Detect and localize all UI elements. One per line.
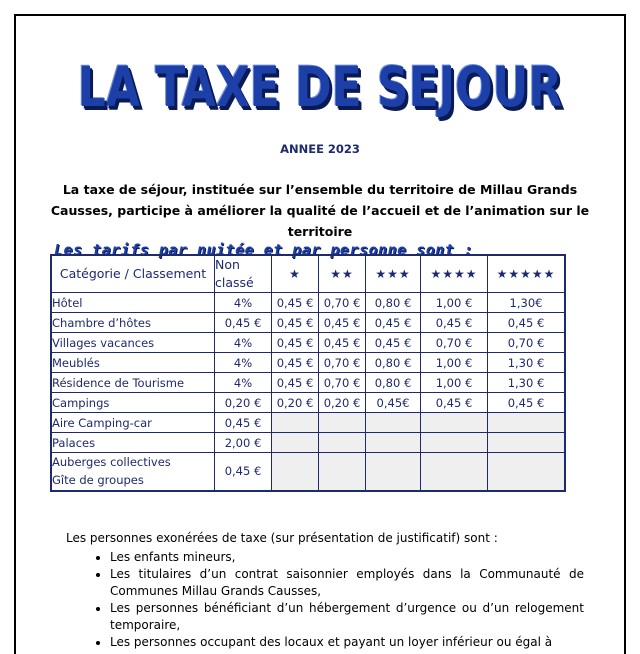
cell-non-classe: 4%: [215, 293, 272, 313]
table-row: [51, 353, 565, 373]
table-row: [51, 433, 565, 453]
empty-cell: [488, 413, 566, 433]
cell-non-classe: 4%: [215, 353, 272, 373]
cell-4-stars: 1,00 €: [421, 353, 488, 373]
cell-1-star: 0,45 €: [272, 353, 319, 373]
empty-cell: [272, 433, 319, 453]
intro-paragraph: La taxe de séjour, instituée sur l’ensemble du territoire de Millau Grands Causses, participe à améliorer la qualité de l’accueil et de l’animation sur le territoire: [50, 182, 590, 239]
empty-cell: [272, 453, 319, 491]
page-title: LA TAXE DE SEJOUR: [77, 56, 563, 120]
list-item: • Les enfants mineurs,: [110, 549, 584, 566]
table-header-row: [51, 255, 565, 293]
header-2-stars: ★★: [319, 255, 366, 293]
empty-cell: [366, 453, 421, 491]
row-label: Campings: [51, 393, 215, 413]
exemptions-list: [66, 549, 584, 651]
cell-non-classe: 0,45 €: [215, 313, 272, 333]
empty-cell: [272, 413, 319, 433]
cell-5-stars: 0,45 €: [488, 393, 566, 413]
cell-2-stars: 0,45 €: [319, 313, 366, 333]
year-label: ANNEE 2023: [280, 142, 360, 156]
rates-table: [50, 254, 566, 492]
cell-5-stars: 1,30€: [488, 293, 566, 313]
cell-3-stars: 0,45€: [366, 393, 421, 413]
table-row: [51, 333, 565, 353]
rates-subtitle: Les tarifs par nuitée et par personne sont :: [54, 241, 474, 259]
table-row: [51, 393, 565, 413]
cell-non-classe: 0,45 €: [215, 413, 272, 433]
cell-2-stars: 0,45 €: [319, 333, 366, 353]
cell-5-stars: 1,30 €: [488, 353, 566, 373]
row-label: Meublés: [51, 353, 215, 373]
cell-5-stars: 0,45 €: [488, 313, 566, 333]
cell-4-stars: 0,70 €: [421, 333, 488, 353]
row-label: Chambre d’hôtes: [51, 313, 215, 333]
exemptions-section: [66, 530, 584, 651]
cell-2-stars: 0,70 €: [319, 353, 366, 373]
cell-non-classe: 0,20 €: [215, 393, 272, 413]
cell-3-stars: 0,80 €: [366, 353, 421, 373]
cell-2-stars: 0,70 €: [319, 293, 366, 313]
cell-4-stars: 0,45 €: [421, 313, 488, 333]
document-page: [14, 14, 626, 654]
row-label: Résidence de Tourisme: [51, 373, 215, 393]
cell-1-star: 0,45 €: [272, 293, 319, 313]
empty-cell: [421, 413, 488, 433]
cell-non-classe: 0,45 €: [215, 453, 272, 491]
list-item: • Les personnes bénéficiant d’un hébergement d’urgence ou d’un relogement temporaire,: [110, 600, 584, 634]
row-label: [51, 453, 215, 491]
empty-cell: [366, 413, 421, 433]
cell-1-star: 0,45 €: [272, 373, 319, 393]
table-row: [51, 373, 565, 393]
cell-5-stars: 0,70 €: [488, 333, 566, 353]
cell-4-stars: 0,45 €: [421, 393, 488, 413]
cell-4-stars: 1,00 €: [421, 373, 488, 393]
header-4-stars: ★★★★: [421, 255, 488, 293]
cell-non-classe: 2,00 €: [215, 433, 272, 453]
header-category: Catégorie / Classement: [51, 255, 215, 293]
cell-3-stars: 0,80 €: [366, 373, 421, 393]
header-5-stars: ★★★★★: [488, 255, 566, 293]
cell-non-classe: 4%: [215, 333, 272, 353]
row-label: Aire Camping-car: [51, 413, 215, 433]
table-row: [51, 293, 565, 313]
cell-2-stars: 0,20 €: [319, 393, 366, 413]
exemptions-intro: Les personnes exonérées de taxe (sur présentation de justificatif) sont :: [66, 531, 498, 545]
cell-3-stars: 0,45 €: [366, 333, 421, 353]
row-label-line-1: Auberges collectives: [52, 455, 171, 470]
cell-1-star: 0,20 €: [272, 393, 319, 413]
table-row: [51, 453, 565, 491]
table-row: [51, 313, 565, 333]
empty-cell: [366, 433, 421, 453]
list-item: • Les personnes occupant des locaux et payant un loyer inférieur ou égal à: [110, 634, 584, 651]
cell-4-stars: 1,00 €: [421, 293, 488, 313]
empty-cell: [421, 453, 488, 491]
cell-5-stars: 1,30 €: [488, 373, 566, 393]
row-label: Palaces: [51, 433, 215, 453]
empty-cell: [319, 433, 366, 453]
header-non-classe: Non classé: [215, 255, 272, 293]
empty-cell: [319, 453, 366, 491]
list-item: • Les titulaires d’un contrat saisonnier employés dans la Communauté de Communes Millau Grands Causses,: [110, 566, 584, 600]
cell-3-stars: 0,45 €: [366, 313, 421, 333]
cell-3-stars: 0,80 €: [366, 293, 421, 313]
empty-cell: [488, 433, 566, 453]
header-3-stars: ★★★: [366, 255, 421, 293]
cell-1-star: 0,45 €: [272, 333, 319, 353]
empty-cell: [421, 433, 488, 453]
cell-non-classe: 4%: [215, 373, 272, 393]
empty-cell: [319, 413, 366, 433]
row-label-line-2: Gîte de groupes: [52, 473, 144, 488]
table-row: [51, 413, 565, 433]
cell-1-star: 0,45 €: [272, 313, 319, 333]
row-label: Hôtel: [51, 293, 215, 313]
row-label: Villages vacances: [51, 333, 215, 353]
cell-2-stars: 0,70 €: [319, 373, 366, 393]
header-1-star: ★: [272, 255, 319, 293]
empty-cell: [488, 453, 566, 491]
